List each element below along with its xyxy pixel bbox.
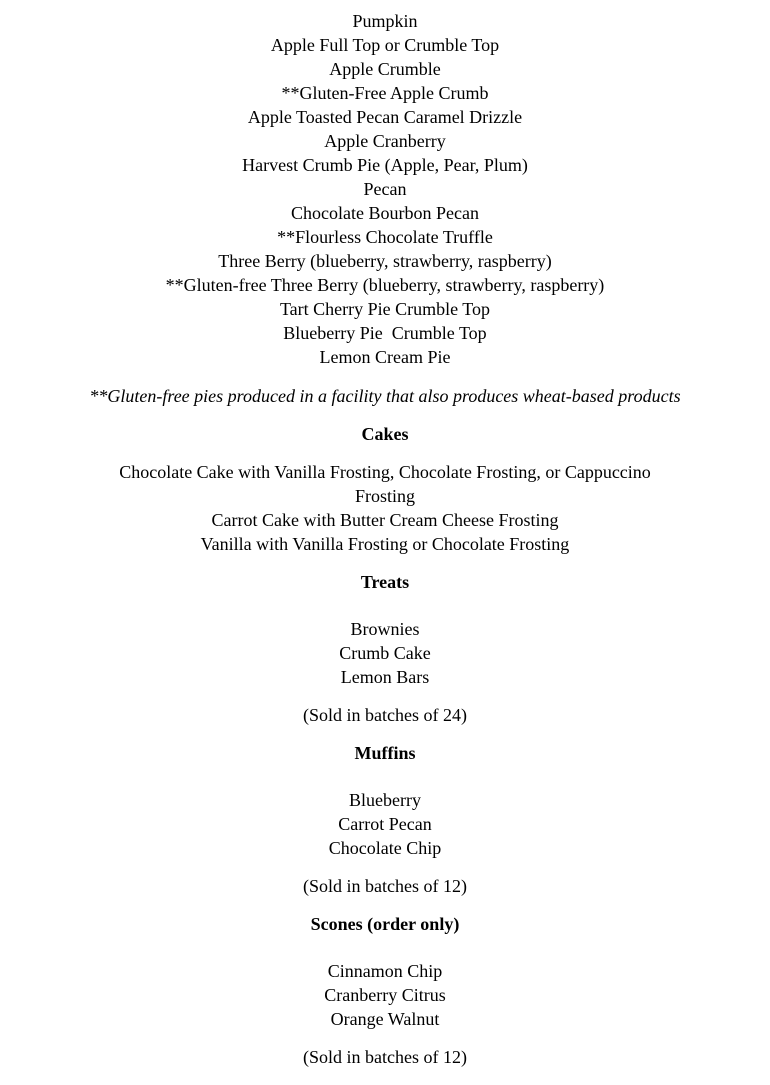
pie-item: Apple Full Top or Crumble Top bbox=[270, 35, 500, 55]
cake-item: Carrot Cake with Butter Cream Cheese Frosting bbox=[211, 510, 559, 530]
scones-heading-text: Scones (order only) bbox=[310, 914, 460, 934]
pie-item: **Gluten-Free Apple Crumb bbox=[281, 83, 489, 103]
treats-list bbox=[0, 617, 770, 689]
treat-item: Crumb Cake bbox=[339, 643, 431, 663]
cakes-heading-text: Cakes bbox=[361, 424, 409, 444]
scones-batch-note bbox=[0, 1045, 770, 1069]
treat-item: Lemon Bars bbox=[340, 667, 430, 687]
muffins-batch-note-text: (Sold in batches of 12) bbox=[303, 876, 467, 896]
pies-list bbox=[0, 9, 770, 369]
pie-item: Three Berry (blueberry, strawberry, raspberry) bbox=[218, 251, 552, 271]
muffins-heading-text: Muffins bbox=[354, 743, 416, 763]
scones-batch-note-text: (Sold in batches of 12) bbox=[303, 1047, 467, 1067]
pie-item: Blueberry Pie Crumble Top bbox=[283, 323, 487, 343]
muffins-list bbox=[0, 788, 770, 860]
muffins-batch-note bbox=[0, 874, 770, 898]
scone-item: Cinnamon Chip bbox=[327, 961, 443, 981]
cakes-list bbox=[0, 460, 770, 556]
scone-item: Orange Walnut bbox=[330, 1009, 440, 1029]
muffins-heading bbox=[0, 741, 770, 765]
pie-item: **Gluten-free Three Berry (blueberry, strawberry, raspberry) bbox=[165, 275, 605, 295]
gluten-free-note-text: **Gluten-free pies produced in a facility that also produces wheat-based products bbox=[89, 386, 681, 406]
treats-batch-note bbox=[0, 703, 770, 727]
pie-item: Chocolate Bourbon Pecan bbox=[291, 203, 479, 223]
pie-item: Apple Crumble bbox=[329, 59, 441, 79]
pie-item: Lemon Cream Pie bbox=[319, 347, 451, 367]
pie-item: Pecan bbox=[363, 179, 407, 199]
pie-item: Apple Cranberry bbox=[324, 131, 446, 151]
treats-batch-note-text: (Sold in batches of 24) bbox=[303, 705, 467, 725]
gluten-free-note bbox=[0, 384, 770, 408]
pie-item: **Flourless Chocolate Truffle bbox=[277, 227, 493, 247]
cakes-heading bbox=[0, 422, 770, 446]
pie-item: Harvest Crumb Pie (Apple, Pear, Plum) bbox=[242, 155, 528, 175]
muffin-item: Blueberry bbox=[349, 790, 421, 810]
cake-item: Chocolate Cake with Vanilla Frosting, Chocolate Frosting, or Cappuccino Frosting bbox=[119, 462, 651, 506]
treat-item: Brownies bbox=[350, 619, 420, 639]
muffin-item: Chocolate Chip bbox=[328, 838, 442, 858]
treats-heading-text: Treats bbox=[360, 572, 410, 592]
scone-item: Cranberry Citrus bbox=[324, 985, 446, 1005]
scones-heading bbox=[0, 912, 770, 936]
pie-item: Pumpkin bbox=[352, 11, 418, 31]
treats-heading bbox=[0, 570, 770, 594]
pie-item: Tart Cherry Pie Crumble Top bbox=[279, 299, 491, 319]
pie-item: Apple Toasted Pecan Caramel Drizzle bbox=[247, 107, 523, 127]
scones-list bbox=[0, 959, 770, 1031]
cake-item: Vanilla with Vanilla Frosting or Chocolate Frosting bbox=[200, 534, 570, 554]
muffin-item: Carrot Pecan bbox=[338, 814, 432, 834]
